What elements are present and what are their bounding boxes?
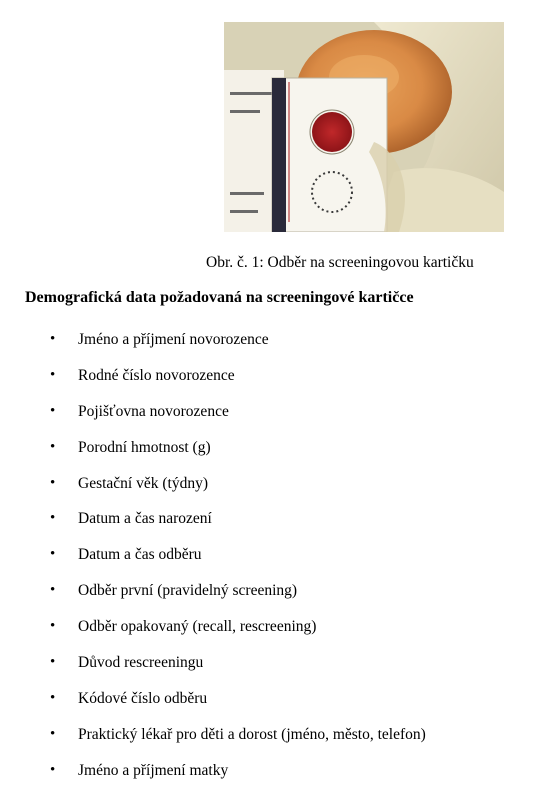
bullet-icon: •: [50, 331, 56, 347]
bullet-icon: •: [50, 546, 56, 563]
list-item-text: Jméno a příjmení matky: [78, 761, 229, 779]
list-item-text: Datum a čas odběru: [78, 546, 202, 564]
list-item: [0, 501, 545, 537]
figure-caption: Obr. č. 1: Odběr na screeningovou kartičku: [206, 254, 474, 271]
list-item-text: Datum a čas narození: [78, 510, 212, 528]
bullet-icon: •: [50, 402, 56, 419]
list-item: [0, 537, 545, 573]
bullet-icon: •: [50, 366, 56, 383]
section-heading: Demografická data požadovaná na screeningové kartičce: [25, 289, 414, 306]
screening-card-illustration: [224, 22, 504, 232]
list-item: [0, 322, 545, 358]
list-item-text: Kódové číslo odběru: [78, 689, 208, 707]
bullet-icon: •: [50, 761, 56, 778]
list-item-text: Porodní hmotnost (g): [78, 438, 211, 456]
list-item: [0, 717, 545, 753]
screening-card-photo: [224, 22, 504, 232]
bullet-icon: •: [50, 510, 56, 527]
bullet-icon: •: [50, 438, 56, 455]
list-item-text: Odběr opakovaný (recall, rescreening): [78, 618, 317, 636]
list-item-text: Důvod rescreeningu: [78, 654, 204, 672]
list-item: [0, 609, 545, 645]
list-item: [0, 358, 545, 394]
list-item-text: Pojišťovna novorozence: [78, 402, 229, 420]
list-item-text: Praktický lékař pro děti a dorost (jméno, město, telefon): [78, 725, 426, 743]
bullet-icon: •: [50, 474, 56, 491]
demographic-data-list: [0, 322, 545, 789]
list-item-text: Jméno a příjmení novorozence: [78, 331, 269, 348]
list-item-text: Odběr první (pravidelný screening): [78, 582, 298, 600]
bullet-icon: •: [50, 654, 56, 671]
list-item: [0, 681, 545, 717]
list-item: [0, 753, 545, 789]
bullet-icon: •: [50, 725, 56, 742]
list-item-text: Gestační věk (týdny): [78, 474, 208, 492]
bullet-icon: •: [50, 618, 56, 635]
list-item-text: Rodné číslo novorozence: [78, 366, 235, 384]
list-item: [0, 394, 545, 430]
list-item: [0, 430, 545, 466]
list-item: [0, 573, 545, 609]
bullet-icon: •: [50, 582, 56, 599]
list-item: [0, 645, 545, 681]
list-item: [0, 466, 545, 502]
bullet-icon: •: [50, 689, 56, 706]
